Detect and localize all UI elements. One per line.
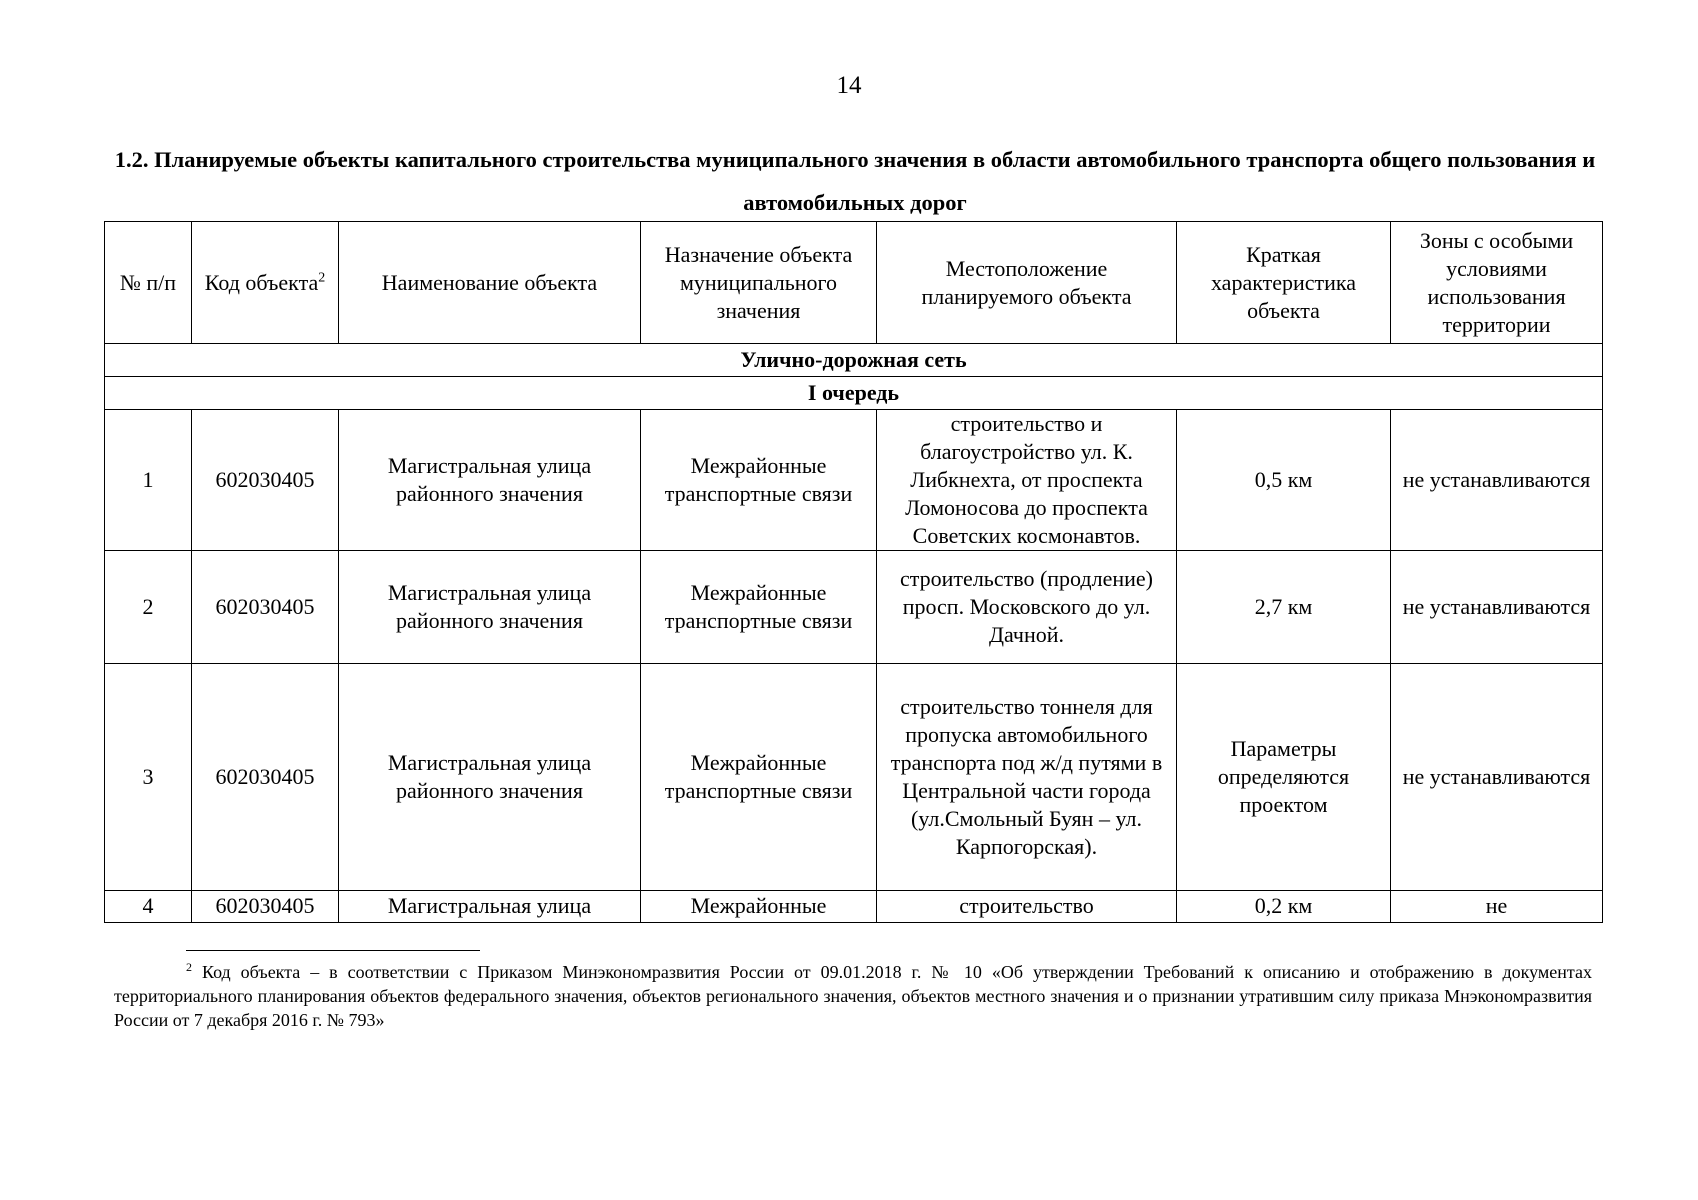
cell-location: строительство тоннеля для пропуска автомобильного транспорта под ж/д путями в Центральной части города (ул.Смольный Буян – ул. Карпогорская). (877, 664, 1177, 891)
group-title: Улично-дорожная сеть (105, 344, 1603, 377)
cell-name: Магистральная улица районного значения (339, 664, 641, 891)
footnote-mark: 2 (186, 960, 192, 974)
cell-num: 2 (105, 551, 192, 664)
cell-characteristic: 0,5 км (1177, 410, 1391, 551)
cell-zones: не устанавливаются (1391, 664, 1603, 891)
header-code (192, 222, 339, 344)
header-purpose: Назначение объекта муниципального значения (641, 222, 877, 344)
cell-purpose: Межрайонные транспортные связи (641, 410, 877, 551)
table-row (105, 891, 1603, 923)
footnote-divider (186, 950, 480, 951)
cell-code: 602030405 (192, 410, 339, 551)
header-zones: Зоны с особыми условиями использования территории (1391, 222, 1603, 344)
cell-name: Магистральная улица районного значения (339, 551, 641, 664)
cell-num: 4 (105, 891, 192, 923)
cell-characteristic: 2,7 км (1177, 551, 1391, 664)
cell-code: 602030405 (192, 664, 339, 891)
table-row (105, 664, 1603, 891)
cell-purpose: Межрайонные (641, 891, 877, 923)
table-row (105, 551, 1603, 664)
cell-characteristic: 0,2 км (1177, 891, 1391, 923)
cell-name: Магистральная улица (339, 891, 641, 923)
page-number: 14 (836, 72, 862, 99)
header-characteristic: Краткая характеристика объекта (1177, 222, 1391, 344)
cell-location: строительство (877, 891, 1177, 923)
header-num: № п/п (105, 222, 192, 344)
group-row (105, 344, 1603, 377)
footnote-text: Код объекта – в соответствии с Приказом Минэкономразвития России от 09.01.2018 г. № 10 «Об утверждении Требований к описанию и отображению в документах территориального планирования объектов федерального значения, объектов регионального значения, объектов местного значения и о признании утратившим силу приказа Мнэкономразвития России от 7 декабря 2016 г. № 793» (114, 962, 1593, 1030)
header-name: Наименование объекта (339, 222, 641, 344)
cell-num: 1 (105, 410, 192, 551)
cell-zones: не устанавливаются (1391, 410, 1603, 551)
cell-code: 602030405 (192, 891, 339, 923)
cell-purpose: Межрайонные транспортные связи (641, 551, 877, 664)
cell-num: 3 (105, 664, 192, 891)
footnote-reference: 2 (318, 270, 326, 286)
footnote (114, 960, 1592, 1032)
section-title: 1.2. Планируемые объекты капитального строительства муниципального значения в области автомобильного транспорта общего пользования и автомобильных дорог (114, 147, 1596, 215)
objects-table (104, 221, 1603, 923)
cell-code: 602030405 (192, 551, 339, 664)
header-code-label: Код объекта (204, 269, 319, 295)
cell-zones: не (1391, 891, 1603, 923)
cell-characteristic: Параметры определяются проектом (1177, 664, 1391, 891)
table-row (105, 410, 1603, 551)
cell-purpose: Межрайонные транспортные связи (641, 664, 877, 891)
cell-zones: не устанавливаются (1391, 551, 1603, 664)
subgroup-row (105, 377, 1603, 410)
subgroup-title: I очередь (105, 377, 1603, 410)
cell-location: строительство (продление) просп. Московского до ул. Дачной. (877, 551, 1177, 664)
cell-name: Магистральная улица районного значения (339, 410, 641, 551)
table-header-row (105, 222, 1603, 344)
header-location: Местоположение планируемого объекта (877, 222, 1177, 344)
cell-location: строительство и благоустройство ул. К. Либкнехта, от проспекта Ломоносова до проспекта Советских космонавтов. (877, 410, 1177, 551)
